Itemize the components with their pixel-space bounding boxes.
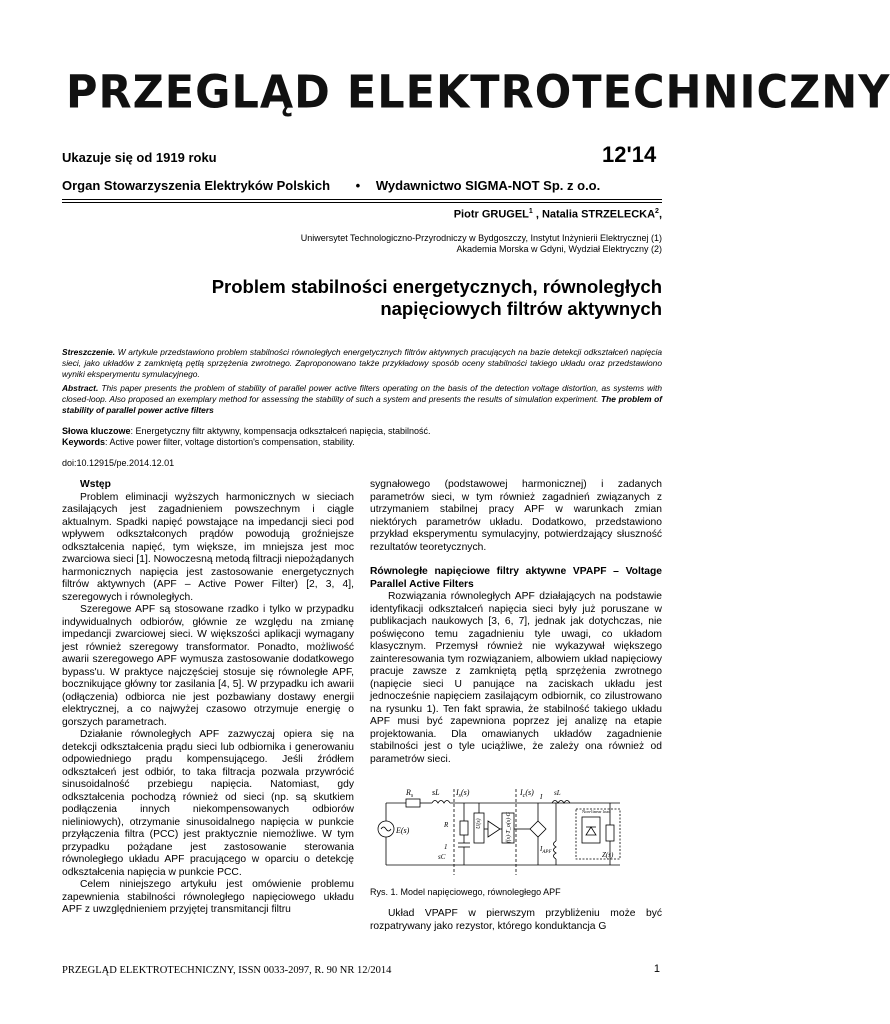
section-heading-intro: Wstęp bbox=[80, 479, 111, 490]
paragraph: Problem eliminacji wyższych harmonicznych w sieciach zasilających jest zagadnieniem powszechnym i ciągle aktualnym. Spadki napięć powstające na impedancji sieci pod wpływem odkształconych prądów powodują groźniejsze odkształcenia napięć, tym większe, im mniejsza jest moc zwarciowa sieci [1]. Nowoczesną metodą filtracji niepożądanych harmonicznych napięcia jest zastosowanie energetycznych filtrów aktywnych (APF – Active Power Filter) [2, 3, 4], szeregowych i równoległych. bbox=[62, 491, 354, 603]
label-ic: $I_c(s)$ bbox=[520, 788, 534, 799]
doi: doi:10.12915/pe.2014.12.01 bbox=[62, 458, 175, 468]
bullet: • bbox=[355, 178, 361, 193]
circuit-figure bbox=[370, 783, 662, 879]
streszczenie-label: Streszczenie. bbox=[62, 347, 116, 357]
paragraph: Rozwiązania równoległych APF działających na podstawie identyfikacji odkształceń napięcia sieci były już poruszane w publikacjach naukowych [3, 6, 7], jednak jak dotychczas, nie poświęcono temu zagadnieniu tyle uwagi, co układom klasycznym. Przemysł również nie wykazywał większego zainteresowania tym rozwiązaniem, albowiem układ napięciowy pracuje zawsze z zamkniętą pętlą sprzężenia zwrotnego (napięcie sieci U panujące na zaciskach układu jest jednocześnie napięciem zasilającym odbiornik, co zilustrowano na rysunku 1). Ten fakt sprawia, że stabilność takiego układu APF musi być zapewniona poprzez jej analizę na etapie projektowania. Dla omawianych układów zagadnienie stabilności jest o tyle uciążliwe, że zależy ona również od parametrów sieci. bbox=[370, 591, 662, 765]
publisher-name: Wydawnictwo SIGMA-NOT Sp. z o.o. bbox=[375, 178, 601, 193]
label-rs: $R_s$ bbox=[406, 788, 414, 799]
keywords-pl-text: : Energetyczny filtr aktywny, kompensacja odkształceń napięcia, stabilność. bbox=[130, 426, 431, 436]
page-number: 1 bbox=[653, 963, 660, 975]
label-is: $I_s(s)$ bbox=[456, 788, 470, 799]
since-line: Ukazuje się od 1919 roku bbox=[62, 150, 217, 165]
abstract bbox=[62, 383, 662, 416]
label-zs: Z(s) bbox=[602, 851, 614, 859]
author-end: , bbox=[658, 208, 662, 221]
author-1: Piotr GRUGEL bbox=[453, 208, 529, 221]
left-column bbox=[62, 479, 354, 917]
author-1-sup: 1 bbox=[528, 208, 533, 215]
paragraph: Układ VPAPF w pierwszym przybliżeniu może być rozpatrywany jako rezystor, którego konduktancja G bbox=[370, 908, 662, 932]
abstract-label: Abstract. bbox=[62, 383, 99, 393]
journal-masthead: PRZEGLĄD ELEKTROTECHNICZNY bbox=[66, 66, 890, 120]
paragraph: Szeregowe APF są stosowane rzadko i tylko w przypadku indywidualnych odbiorów, głównie ze względu na zmianę impedancji zwarciowej sieci. W większości aplikacji wymagany jest również szeregowy transformator. Ponadto, możliwość awarii szeregowego APF wymusza zastosowanie dodatkowego bypass'u. W praktyce najczęściej stosuje się równoległe APF, bocznikujące główny tor zasilania [4, 5]. W przypadku ich awarii (odłączenia) odbiorca nie jest pozbawiany dostawy energii elektrycznej, a co najwyżej czasowo otrzymuje energię o gorszych parametrach. bbox=[62, 604, 354, 728]
author-2-sup: 2 bbox=[655, 208, 659, 215]
abstract-title: The problem of stability of parallel power active filters bbox=[62, 394, 662, 415]
issue-number: 12'14 bbox=[602, 142, 657, 167]
keywords-en bbox=[62, 437, 662, 449]
organization-line bbox=[62, 178, 600, 193]
figure-caption: Rys. 1. Model napięciowego, równoległego APF bbox=[370, 887, 561, 897]
paper-title: Problem stabilności energetycznych, równoległych napięciowych filtrów aktywnych bbox=[211, 276, 662, 319]
label-filter: f(s)·T_o(s)·G bbox=[506, 812, 512, 843]
streszczenie-text: W artykule przedstawiono problem stabilności równoległych energetycznych filtrów aktywnych pracujących na bazie detekcji odkształceń napięcia sieci, jako układów z zamkniętą pętlą sprzężenia zwrotnego. Zaproponowano także przykładowy sposób oceny stabilności takiego układu oraz przedstawiono wyniki eksperymentu symulacyjnego. bbox=[62, 347, 662, 379]
divider-top-2 bbox=[62, 202, 662, 203]
streszczenie bbox=[62, 347, 662, 380]
organization-name: Organ Stowarzyszenia Elektryków Polskich bbox=[62, 178, 331, 193]
author-sep: , bbox=[532, 208, 542, 221]
paragraph: Celem niniejszego artykułu jest omówienie problemu zapewnienia stabilności równoległego napięciowego układu APF z uwzględnieniem przyjętej transmitancji filtru bbox=[62, 879, 354, 915]
right-column-cont bbox=[370, 908, 662, 933]
right-column bbox=[370, 479, 662, 766]
keywords-pl-label: Słowa kluczowe bbox=[62, 426, 131, 436]
keywords-en-text: : Active power filter, voltage distortion's compensation, stability. bbox=[105, 437, 355, 447]
label-u: U(s) bbox=[476, 818, 482, 829]
label-es: E(s) bbox=[396, 826, 410, 835]
circuit-wiring bbox=[378, 789, 620, 875]
keywords-pl bbox=[62, 426, 662, 438]
authors bbox=[454, 208, 662, 221]
abstract-text: This paper presents the problem of stability of parallel power active filters operating on the basis of the detection voltage distortion, as systems with closed-loop. Also proposed an exemplary method for assessing the stability of such a system and presents the results of simulation experiment. bbox=[62, 383, 662, 404]
affiliation-2: Akademia Morska w Gdyni, Wydział Elektryczny (2) bbox=[456, 244, 662, 254]
circuit-labels bbox=[395, 788, 614, 861]
label-slo: sL bbox=[554, 789, 561, 797]
label-iapf: $I_{APF}$ bbox=[540, 845, 552, 855]
affiliation-1: Uniwersytet Technologiczno-Przyrodniczy w Bydgoszczy, Instytut Inżynierii Elektrycznej (1) bbox=[300, 233, 662, 243]
label-nonlinear: Non-linear load bbox=[582, 809, 611, 814]
section-heading-vpapf: Równoległe napięciowe filtry aktywne VPAPF – Voltage Parallel Active Filters bbox=[370, 566, 662, 590]
label-sls: sL bbox=[432, 788, 440, 797]
page-footer: PRZEGLĄD ELEKTROTECHNICZNY, ISSN 0033-2097, R. 90 NR 12/2014 bbox=[62, 965, 392, 976]
paragraph: sygnałowego (podstawowej harmonicznej) i zadanych parametrów sieci, w tym również zagadnień związanych z utrzymaniem stabilnej pracy APF w warunkach zmian niektórych parametrów układu. Dodatkowo, przedstawiono przykład eksperymentu symulacyjny, potwierdzający słuszność rezultatów teoretycznych. bbox=[370, 479, 662, 553]
label-cap-den: sC bbox=[438, 853, 446, 861]
author-2: Natalia STRZELECKA bbox=[541, 208, 656, 221]
label-rcc: R bbox=[444, 821, 449, 829]
divider-top bbox=[62, 199, 662, 200]
keywords-en-label: Keywords bbox=[62, 437, 106, 447]
paragraph: Działanie równoległych APF zazwyczaj opiera się na detekcji odkształcenia prądu sieci lub odbiornika i generowaniu odpowiedniego prądu kompensującego. Jeśli źródłem odkształceń jest odbiór, to taka filtracja pozwala przywrócić sinusoidalność przebiegu napięcia. Natomiast, gdy odkształcenia pochodzą również od sieci (np. są skutkiem podłączenia innych niekompensowanych odbiorów nieliniowych), otrzymanie sinusoidalnego napięcia w punkcie przyłączenia filtra (PCC) jest praktycznie niemożliwe. W tym przypadku pożądane jest zastosowanie sterowania równoległego układu APF pracującego w oparciu o detekcję odkształcenia napięcia w punkcie PCC. bbox=[62, 729, 354, 878]
label-cap-num: 1 bbox=[444, 843, 448, 851]
label-il: I bbox=[540, 793, 543, 801]
